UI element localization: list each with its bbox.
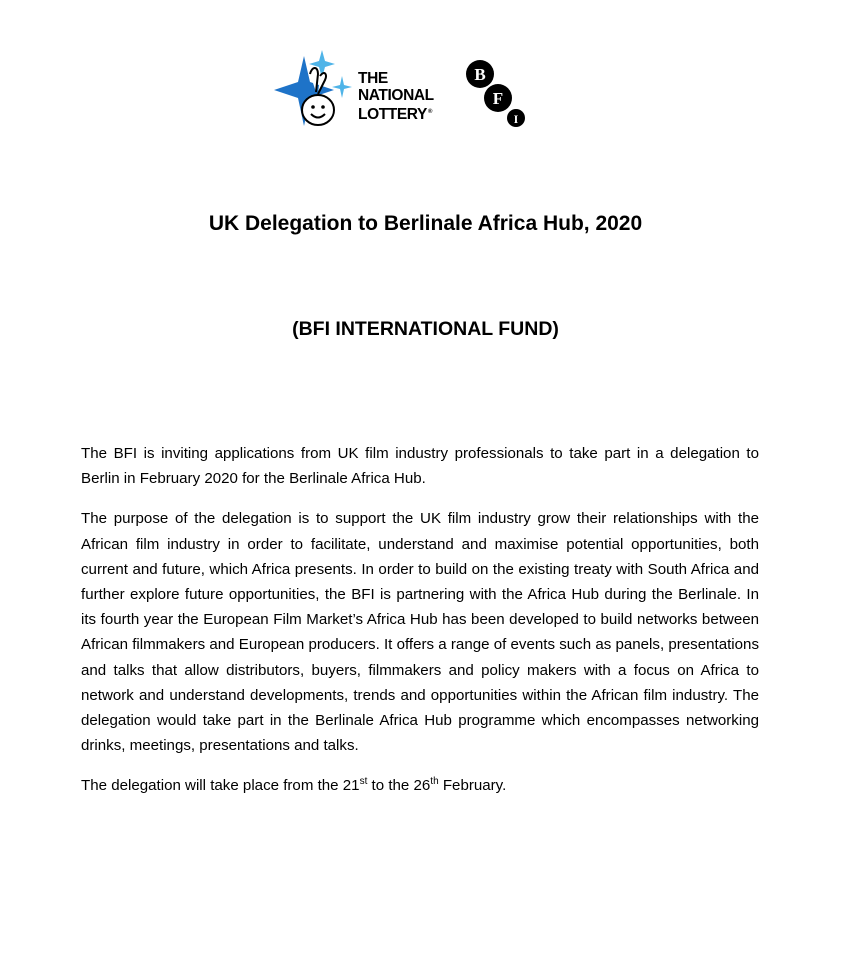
bfi-letter-f: F <box>492 89 504 108</box>
registered-mark: ® <box>427 109 432 115</box>
header-logos <box>272 48 532 136</box>
paragraph-intro: The BFI is inviting applications from UK film industry professionals to take part in a delegation to Berlin in February 2020 for the Berlinale Africa Hub. <box>81 445 759 488</box>
national-lottery-crossed-fingers-icon <box>272 48 356 134</box>
paragraph-dates: The delegation will take place from the 21st to the 26th February. <box>81 776 507 795</box>
document-title: UK Delegation to Berlinale Africa Hub, 2020 <box>208 212 643 235</box>
bfi-logo <box>462 58 528 128</box>
wordmark-line-last: LOTTERY® <box>358 106 432 123</box>
document-subtitle: (BFI INTERNATIONAL FUND) <box>292 318 559 340</box>
paragraph-purpose: The purpose of the delegation is to support the UK film industry grow their relationships with the African film industry in order to facilitate, understand and maximise potential opportunities, both current and future, which Africa presents. In order to build on the existing treaty with South Africa and further explore future opportunities, the BFI is partnering with the Africa Hub during the Berlinale. In its fourth year the European Film Market’s Africa Hub has been developed to build networks between African filmmakers and European producers. It offers a range of events such as panels, presentations and talks that allow distributors, buyers, filmmakers and policy makers with a focus on Africa to network and understand developments, trends and opportunities within the African film industry. The delegation would take part in the Berlinale Africa Hub programme which encompasses networking drinks, meetings, presentations and talks. <box>81 510 759 755</box>
side-star-shape <box>332 76 352 98</box>
bfi-letter-b: B <box>474 65 486 84</box>
wordmark-line: THE <box>358 70 388 87</box>
national-lottery-wordmark <box>358 70 434 123</box>
document-body <box>81 441 759 814</box>
bfi-letter-i: I <box>513 112 519 126</box>
wordmark-line: NATIONAL <box>358 87 434 104</box>
